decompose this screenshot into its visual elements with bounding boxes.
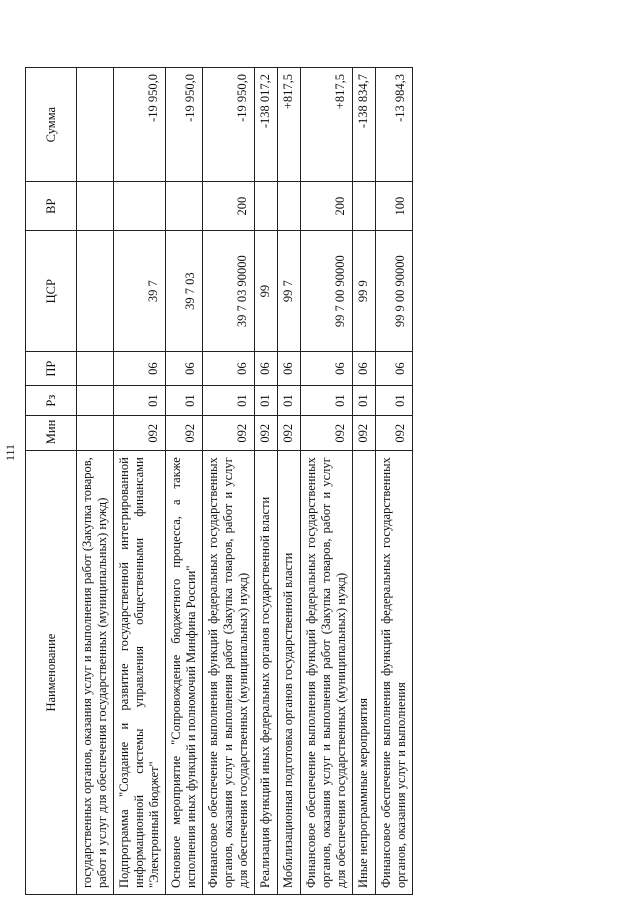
row-name: Финансовое обеспечение выполнения функций федеральных государственных органов, оказания услуг и выполнения работ (Закупка товаров, работ и услуг для обеспечения государственных (муниципальных) нужд) (203, 451, 255, 895)
row-vr: 200 (203, 182, 255, 231)
header-name: Наименование (26, 451, 77, 895)
table-header-row (26, 68, 77, 895)
row-rz (77, 386, 114, 416)
budget-table (25, 67, 413, 895)
row-sum: -19 950,0 (166, 68, 203, 182)
table-row (166, 68, 203, 895)
row-csr: 99 9 00 90000 (376, 231, 413, 352)
table-row (114, 68, 166, 895)
row-vr (166, 182, 203, 231)
row-min: 092 (255, 416, 278, 451)
row-min: 092 (278, 416, 301, 451)
row-csr: 99 9 (353, 231, 376, 352)
header-csr: ЦСР (26, 231, 77, 352)
row-vr (114, 182, 166, 231)
row-min: 092 (376, 416, 413, 451)
row-csr: 99 7 00 90000 (301, 231, 353, 352)
page-number-text: 111 (3, 443, 18, 461)
row-min: 092 (166, 416, 203, 451)
row-pr: 06 (376, 352, 413, 386)
row-min: 092 (353, 416, 376, 451)
header-rz: Рз (26, 386, 77, 416)
table-row (353, 68, 376, 895)
row-min (77, 416, 114, 451)
row-vr (278, 182, 301, 231)
row-rz: 01 (166, 386, 203, 416)
row-rz: 01 (203, 386, 255, 416)
rotated-table-container (25, 67, 585, 895)
row-rz: 01 (114, 386, 166, 416)
row-csr: 39 7 03 (166, 231, 203, 352)
header-pr: ПР (26, 352, 77, 386)
row-name: Основное мероприятие "Сопровождение бюджетного процесса, а также исполнения иных функций и полномочий Минфина России" (166, 451, 203, 895)
header-min: Мин (26, 416, 77, 451)
row-rz: 01 (255, 386, 278, 416)
table-row (278, 68, 301, 895)
row-name: государственных органов, оказания услуг и выполнения работ (Закупка товаров, работ и услуг для обеспечения государственных (муниципальных) нужд) (77, 451, 114, 895)
row-min: 092 (203, 416, 255, 451)
row-sum: +817,5 (278, 68, 301, 182)
row-pr: 06 (353, 352, 376, 386)
row-vr (77, 182, 114, 231)
row-pr: 06 (301, 352, 353, 386)
row-csr: 99 7 (278, 231, 301, 352)
row-name: Финансовое обеспечение выполнения функций федеральных государственных органов, оказания услуг и выполнения (376, 451, 413, 895)
row-rz: 01 (278, 386, 301, 416)
row-csr (77, 231, 114, 352)
row-pr: 06 (278, 352, 301, 386)
row-pr: 06 (203, 352, 255, 386)
row-sum: -19 950,0 (203, 68, 255, 182)
table-row (77, 68, 114, 895)
row-sum: -13 984,3 (376, 68, 413, 182)
header-vr: ВР (26, 182, 77, 231)
row-pr: 06 (255, 352, 278, 386)
row-rz: 01 (353, 386, 376, 416)
row-vr (255, 182, 278, 231)
header-sum: Сумма (26, 68, 77, 182)
row-sum (77, 68, 114, 182)
row-sum: +817,5 (301, 68, 353, 182)
row-pr (77, 352, 114, 386)
row-rz: 01 (376, 386, 413, 416)
row-name: Мобилизационная подготовка органов государственной власти (278, 451, 301, 895)
row-min: 092 (114, 416, 166, 451)
row-pr: 06 (114, 352, 166, 386)
row-vr: 200 (301, 182, 353, 231)
row-vr: 100 (376, 182, 413, 231)
row-min: 092 (301, 416, 353, 451)
table-row (376, 68, 413, 895)
row-name: Иные непрограммные мероприятия (353, 451, 376, 895)
row-sum: -19 950,0 (114, 68, 166, 182)
row-name: Подпрограмма "Создание и развитие государственной интегрированной информационной системы управления общественными финансами "Электронный бюджет" (114, 451, 166, 895)
page-number (0, 437, 22, 467)
row-name: Финансовое обеспечение выполнения функций федеральных государственных органов, оказания услуг и выполнения работ (Закупка товаров, работ и услуг для обеспечения государственных (муниципальных) нужд) (301, 451, 353, 895)
row-sum: -138 834,7 (353, 68, 376, 182)
row-name: Реализация функций иных федеральных органов государственной власти (255, 451, 278, 895)
row-csr: 39 7 03 90000 (203, 231, 255, 352)
row-pr: 06 (166, 352, 203, 386)
row-rz: 01 (301, 386, 353, 416)
row-sum: -138 017,2 (255, 68, 278, 182)
row-csr: 39 7 (114, 231, 166, 352)
table-row (203, 68, 255, 895)
table-row (301, 68, 353, 895)
table-row (255, 68, 278, 895)
row-vr (353, 182, 376, 231)
row-csr: 99 (255, 231, 278, 352)
